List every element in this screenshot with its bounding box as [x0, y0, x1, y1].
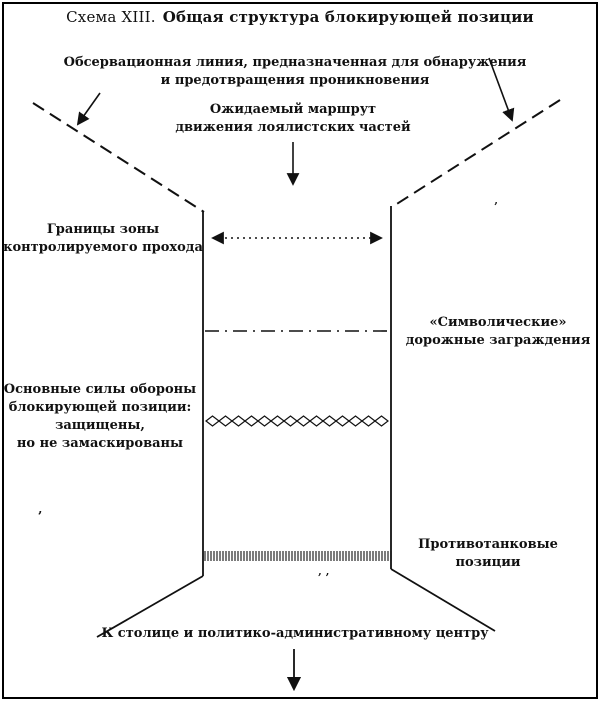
- label-expected-route-2: движения лоялистских частей: [175, 120, 411, 135]
- label-controlled-zone-1: Границы зоны: [46, 222, 160, 237]
- label-main-forces-2: блокирующей позиции:: [8, 400, 192, 415]
- observation-pointer-arrow-right: [489, 58, 512, 120]
- main-forces-diamond-chain: [206, 416, 388, 426]
- scan-artifact: ‚: [38, 502, 43, 517]
- label-main-forces-4: но не замаскированы: [16, 436, 184, 451]
- label-symbolic-barriers-1: «Символические»: [429, 315, 567, 330]
- funnel-line-right: [391, 569, 495, 631]
- antitank-hatch-band: [205, 551, 391, 561]
- label-main-forces-1: Основные силы обороны: [3, 382, 197, 397]
- label-controlled-zone-2: контролируемого прохода: [3, 240, 203, 255]
- observation-line-left: [33, 103, 204, 212]
- label-expected-route-1: Ожидаемый маршрут: [209, 102, 377, 117]
- label-observation-line-1: Обсервационная линия, предназначенная для обнаружения: [63, 55, 527, 70]
- label-observation-line-2: и предотвращения проникновения: [160, 73, 430, 88]
- observation-pointer-arrow-left: [78, 93, 100, 124]
- label-symbolic-barriers-2: дорожные заграждения: [405, 333, 591, 348]
- label-antitank-2: позиции: [455, 555, 521, 570]
- label-antitank-1: Противотанковые: [418, 537, 558, 552]
- scan-artifact: ’: [494, 200, 498, 213]
- diagram-title-text: Общая структура блокирующей позиции: [162, 8, 534, 26]
- observation-line-right: [392, 100, 560, 207]
- funnel-line-left: [97, 576, 203, 637]
- scan-artifact: ‚ ‚: [318, 565, 330, 578]
- diagram-title-number: Схема XIII.: [66, 8, 156, 26]
- label-main-forces-3: защищены,: [55, 418, 145, 433]
- label-capital-1: К столице и политико-административному центру: [101, 626, 489, 641]
